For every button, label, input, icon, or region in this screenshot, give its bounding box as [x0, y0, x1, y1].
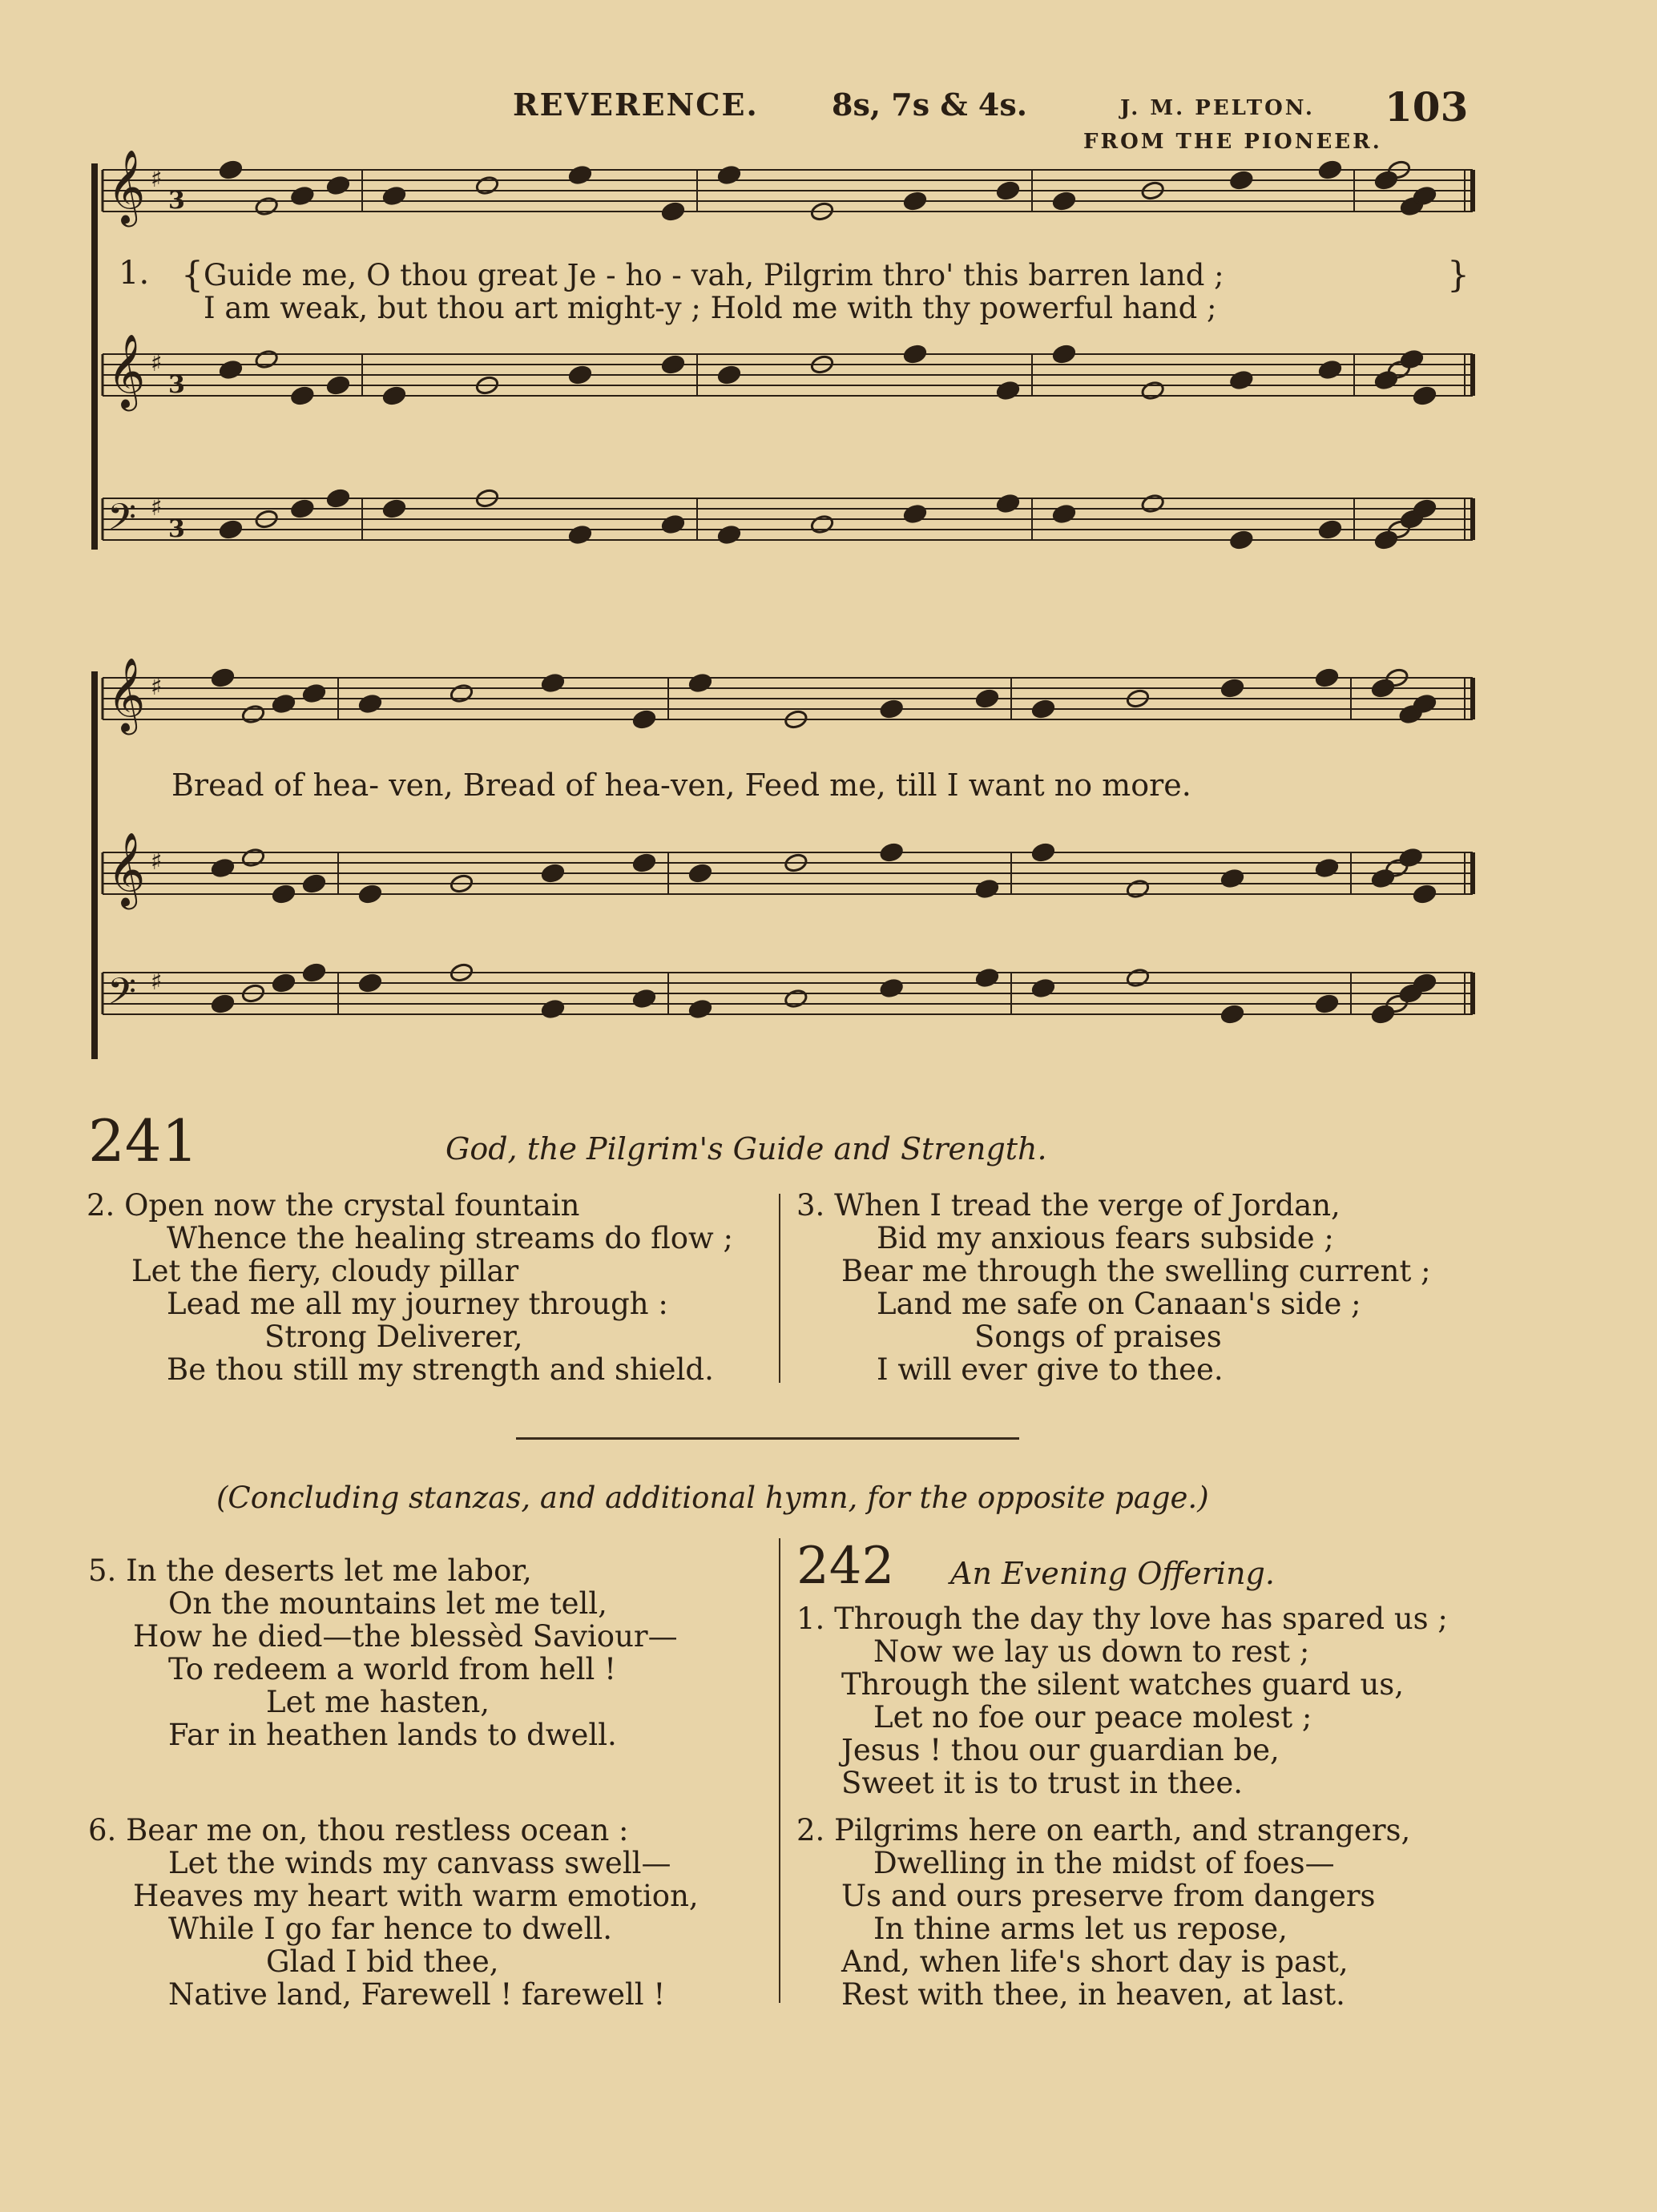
verse-line: Us and ours preserve from dangers: [841, 1879, 1376, 1913]
meter: 8s, 7s & 4s.: [832, 87, 1027, 123]
stanza-5: [88, 1554, 678, 1751]
hymn241-verse3: [796, 1189, 1431, 1386]
lyric-line-1a: Guide me, O thou great Je - ho - vah, Pilgrim thro' this barren land ;: [204, 258, 1224, 292]
note-head: [290, 498, 315, 519]
note-head: [661, 201, 686, 222]
verse-line: Rest with thee, in heaven, at last.: [841, 1977, 1345, 2012]
verse-line: 5. In the deserts let me labor,: [88, 1553, 532, 1588]
time-signature: 3: [168, 187, 185, 215]
verse-line: Glad I bid thee,: [266, 1944, 499, 1979]
note-head: [541, 863, 566, 884]
note-head: [290, 186, 315, 207]
note-head: [1229, 370, 1254, 391]
note-head: [903, 191, 928, 212]
verse-line: To redeem a world from hell !: [168, 1652, 617, 1686]
hymn-title-241: God, the Pilgrim's Guide and Strength.: [445, 1131, 1047, 1166]
bass-clef-icon: 𝄢: [107, 970, 137, 1022]
note-head: [1052, 344, 1077, 365]
stanza-6: [88, 1814, 699, 2011]
note-head: [661, 514, 686, 535]
note-head: [975, 688, 1000, 709]
treble-clef-icon: 𝄞: [107, 657, 146, 731]
note-head: [568, 525, 593, 546]
verse-line: Through the silent watches guard us,: [841, 1667, 1405, 1702]
note-head: [1126, 879, 1151, 900]
bass-clef-icon: 𝄢: [107, 496, 137, 548]
note-head: [632, 852, 657, 873]
column-divider: [779, 1538, 780, 2003]
note-head: [1052, 504, 1077, 525]
sharp-icon: ♯: [151, 848, 163, 876]
note-head: [1031, 842, 1056, 863]
note-head: [1126, 968, 1151, 989]
verse-line: Strong Deliverer,: [264, 1320, 523, 1354]
note-head: [358, 694, 383, 715]
verse-line: 2. Pilgrims here on earth, and strangers,: [796, 1813, 1411, 1847]
verse-line: On the mountains let me tell,: [168, 1586, 607, 1621]
lyric-line-2: Bread of hea- ven, Bread of hea-ven, Feed me, till I want no more.: [171, 768, 1191, 803]
note-head: [568, 365, 593, 385]
verse-line: How he died—the blessèd Saviour—: [133, 1619, 678, 1654]
note-head: [568, 165, 593, 186]
verse-line: Native land, Farewell ! farewell !: [168, 1977, 666, 2012]
verse-line: 2. Open now the crystal fountain: [87, 1188, 580, 1223]
verse-line: Now we lay us down to rest ;: [873, 1634, 1310, 1669]
note-head: [1374, 170, 1399, 191]
note-head: [382, 498, 407, 519]
note-head: [1318, 519, 1343, 540]
verse-line: Let the winds my canvass swell—: [168, 1846, 671, 1880]
sharp-icon: ♯: [151, 349, 163, 377]
note-head: [358, 884, 383, 905]
verse-line: Let the fiery, cloudy pillar: [131, 1254, 519, 1288]
note-head: [358, 973, 383, 993]
note-head: [1220, 678, 1245, 699]
note-head: [1400, 349, 1425, 370]
verse-line: Whence the healing streams do flow ;: [167, 1221, 733, 1255]
verse-line: Be thou still my strength and shield.: [167, 1352, 714, 1387]
verse-line: Bid my anxious fears subside ;: [877, 1221, 1334, 1255]
note-head: [717, 525, 742, 546]
hymn-number-241: 241: [88, 1107, 199, 1174]
note-head: [975, 879, 1000, 900]
verse-line: Let no foe our peace molest ;: [873, 1700, 1312, 1735]
note-head: [1413, 884, 1437, 905]
verse-line: Sweet it is to trust in thee.: [841, 1766, 1244, 1800]
note-head: [1140, 381, 1165, 401]
note-head: [290, 385, 315, 406]
note-head: [326, 175, 351, 196]
column-divider: [779, 1194, 780, 1383]
time-signature: 3: [168, 515, 185, 543]
brace-left-top: {: [181, 255, 204, 296]
note-head: [382, 186, 407, 207]
note-head: [302, 962, 327, 983]
note-head: [1398, 848, 1423, 868]
verse-line: In thine arms let us repose,: [873, 1912, 1288, 1946]
tune-source: FROM THE PIONEER.: [1083, 130, 1382, 154]
note-head: [1374, 370, 1399, 391]
note-head: [1229, 530, 1254, 550]
note-head: [1052, 191, 1077, 212]
tune-name: REVERENCE.: [513, 87, 759, 123]
note-head: [241, 704, 266, 725]
note-head: [810, 514, 835, 535]
note-head: [688, 863, 713, 884]
music-score: [0, 0, 1657, 1066]
verse-line: While I go far hence to dwell.: [168, 1912, 613, 1946]
note-head: [903, 344, 928, 365]
verse-line: Jesus ! thou our guardian be,: [841, 1733, 1280, 1767]
note-head: [784, 989, 808, 1009]
note-head: [272, 694, 296, 715]
verse-line: 1. Through the day thy love has spared us ;: [796, 1602, 1448, 1636]
note-head: [1229, 170, 1254, 191]
verse-line: Dwelling in the midst of foes—: [873, 1846, 1335, 1880]
note-head: [254, 349, 279, 370]
note-head: [632, 989, 657, 1009]
note-head: [272, 884, 296, 905]
hymn-title-242: An Evening Offering.: [950, 1556, 1275, 1591]
note-head: [302, 873, 327, 894]
note-head: [326, 375, 351, 396]
verse-line: Far in heathen lands to dwell.: [168, 1718, 617, 1752]
verse-line: And, when life's short day is past,: [841, 1944, 1349, 1979]
verse-line: Let me hasten,: [266, 1685, 490, 1719]
note-head: [1371, 678, 1396, 699]
hymn241-verse2: [87, 1189, 733, 1386]
note-head: [1220, 868, 1245, 889]
note-head: [211, 993, 236, 1014]
verse-line: I will ever give to thee.: [877, 1352, 1224, 1387]
note-head: [219, 360, 244, 381]
verse-line: 3. When I tread the verge of Jordan,: [796, 1188, 1341, 1223]
note-head: [1318, 360, 1343, 381]
note-head: [879, 699, 904, 719]
note-head: [1031, 699, 1056, 719]
sharp-icon: ♯: [151, 165, 163, 193]
note-head: [975, 968, 1000, 989]
treble-clef-icon: 𝄞: [107, 333, 146, 408]
treble-clef-icon: 𝄞: [107, 149, 146, 224]
note-head: [541, 999, 566, 1020]
sharp-icon: ♯: [151, 673, 163, 701]
note-head: [211, 667, 236, 688]
note-head: [1140, 494, 1165, 514]
note-head: [302, 683, 327, 704]
note-head: [541, 673, 566, 694]
note-head: [219, 519, 244, 540]
note-head: [1413, 385, 1437, 406]
verse-line: Lead me all my journey through :: [167, 1287, 668, 1321]
note-head: [211, 858, 236, 879]
lyric-line-1b: I am weak, but thou art might-y ; Hold me with thy powerful hand ;: [204, 291, 1217, 325]
sharp-icon: ♯: [151, 494, 163, 522]
concluding-note: (Concluding stanzas, and additional hymn, for the opposite page.): [216, 1481, 1209, 1515]
verse-line: 6. Bear me on, thou restless ocean :: [88, 1813, 629, 1847]
note-head: [688, 999, 713, 1020]
hymn-number-242: 242: [796, 1537, 895, 1596]
composer: J. M. PELTON.: [1120, 96, 1315, 120]
note-head: [1315, 667, 1340, 688]
hymn242-verse1: [796, 1602, 1448, 1799]
note-head: [632, 709, 657, 730]
verse-line: Land me safe on Canaan's side ;: [877, 1287, 1361, 1321]
note-head: [1220, 1004, 1245, 1025]
note-head: [879, 978, 904, 999]
brace-right-top: }: [1447, 255, 1470, 296]
note-head: [717, 165, 742, 186]
note-head: [1371, 1004, 1396, 1025]
note-head: [254, 196, 279, 217]
time-signature: 3: [168, 371, 185, 399]
note-head: [996, 381, 1021, 401]
page-number: 103: [1385, 83, 1469, 131]
note-head: [1031, 978, 1056, 999]
note-head: [879, 842, 904, 863]
note-head: [661, 354, 686, 375]
note-head: [1318, 159, 1343, 180]
note-head: [475, 175, 500, 196]
note-head: [272, 973, 296, 993]
note-head: [241, 848, 266, 868]
verse-marker: 1.: [119, 255, 150, 292]
note-head: [326, 488, 351, 509]
note-head: [1374, 530, 1399, 550]
note-head: [717, 365, 742, 385]
section-divider: [516, 1437, 1019, 1440]
note-head: [382, 385, 407, 406]
treble-clef-icon: 𝄞: [107, 832, 146, 906]
sharp-icon: ♯: [151, 968, 163, 996]
hymn242-verse2: [796, 1814, 1410, 2011]
note-head: [688, 673, 713, 694]
note-head: [903, 504, 928, 525]
verse-line: Songs of praises: [974, 1320, 1222, 1354]
note-head: [450, 683, 474, 704]
note-head: [1315, 858, 1340, 879]
note-head: [219, 159, 244, 180]
verse-line: Bear me through the swelling current ;: [841, 1254, 1431, 1288]
note-head: [1371, 868, 1396, 889]
note-head: [996, 494, 1021, 514]
verse-line: Heaves my heart with warm emotion,: [133, 1879, 699, 1913]
note-head: [1315, 993, 1340, 1014]
note-head: [996, 180, 1021, 201]
